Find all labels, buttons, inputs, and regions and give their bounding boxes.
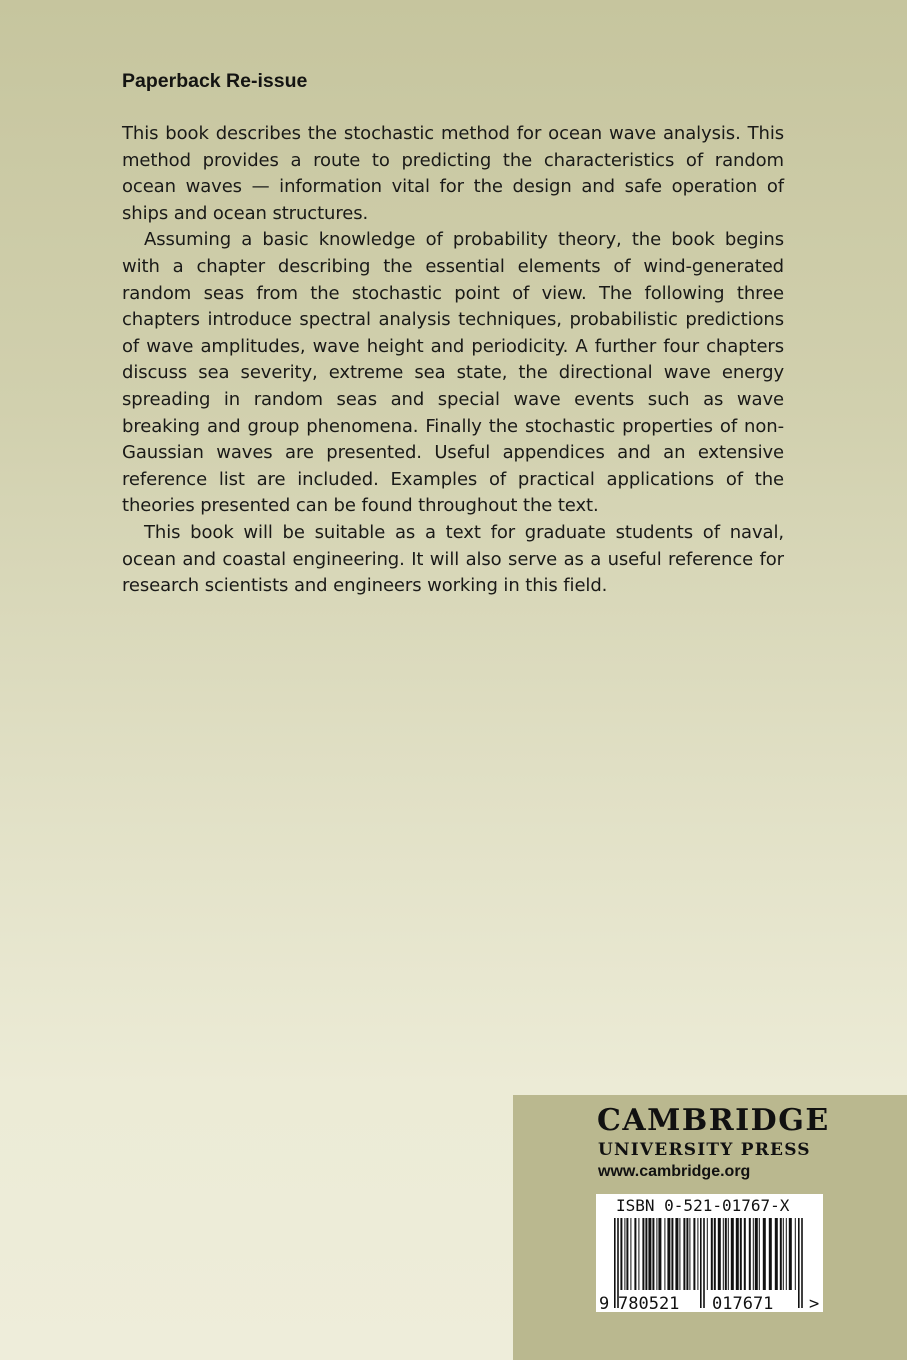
barcode-bar — [723, 1218, 724, 1290]
barcode-bar — [718, 1218, 721, 1290]
barcode-bar — [711, 1218, 713, 1290]
barcode-bar — [664, 1218, 665, 1290]
barcode-bar — [707, 1218, 708, 1290]
barcode-end-mark: > — [809, 1294, 820, 1312]
barcode-bar — [769, 1218, 772, 1290]
barcode-bar — [759, 1218, 760, 1290]
barcode-bar — [740, 1218, 742, 1290]
barcode-bar — [749, 1218, 751, 1290]
barcode-bar — [634, 1218, 636, 1290]
barcode-bar — [775, 1218, 778, 1290]
barcode-bar — [693, 1218, 695, 1290]
barcode-bar — [683, 1218, 685, 1290]
barcode-bar — [736, 1218, 739, 1290]
barcode-bar — [658, 1218, 661, 1290]
publisher-box — [513, 1095, 907, 1360]
barcode-bar — [667, 1218, 670, 1290]
barcode-bar — [780, 1218, 782, 1290]
barcode-digits-right: 017671 — [712, 1294, 774, 1312]
barcode-bar — [744, 1218, 746, 1290]
barcode-bar — [725, 1218, 727, 1290]
publisher-name: CAMBRIDGE — [597, 1103, 830, 1138]
barcode-bar — [801, 1218, 803, 1308]
barcode-bar — [671, 1218, 673, 1290]
publisher-url: www.cambridge.org — [598, 1163, 751, 1180]
publisher-subtitle: UNIVERSITY PRESS — [598, 1140, 811, 1160]
barcode-bar — [648, 1218, 651, 1290]
isbn-barcode-panel — [596, 1194, 823, 1312]
barcode-bar — [624, 1218, 625, 1290]
edition-heading: Paperback Re-issue — [122, 70, 308, 92]
barcode-bar — [689, 1218, 690, 1290]
barcode-bar — [614, 1218, 616, 1308]
barcode-bar — [656, 1218, 657, 1290]
barcode-bar — [645, 1218, 647, 1290]
isbn-label: ISBN 0-521-01767-X — [616, 1196, 790, 1215]
barcode-bar — [626, 1218, 628, 1290]
barcode-bar — [731, 1218, 734, 1290]
barcode-bar — [786, 1218, 787, 1290]
paragraph-audience: This book will be suitable as a text for graduate students of naval, ocean and coastal engineering. It will also serve as a useful reference for research scientists and engineers working in this field. — [122, 521, 784, 597]
barcode-bar — [700, 1218, 702, 1308]
cover-text-block — [122, 66, 784, 600]
barcode-bar — [652, 1218, 654, 1290]
barcode-bar — [714, 1218, 716, 1290]
paragraph-contents: Assuming a basic knowledge of probability theory, the book begins with a chapter describing the essential elements of wind-generated random seas from the stochastic point of view. The following three chapters introduce spectral analysis techniques, probabilistic predictions of wave amplitudes, wave height and periodicity. A further four chapters discuss sea severity, extreme sea state, the directional wave energy spreading in random seas and special wave events such as wave breaking and group phenomena. Finally the stochastic properties of non-Gaussian waves are presented. Useful appendices and an extensive reference list are included. Examples of practical applications of the theories presented can be found throughout the text. — [122, 229, 784, 517]
barcode-bar — [630, 1218, 631, 1290]
barcode-bar — [798, 1218, 800, 1308]
barcode-bar — [620, 1218, 622, 1290]
barcode-digits-left: 780521 — [618, 1294, 680, 1312]
barcode-bar — [755, 1218, 758, 1290]
barcode-bar — [728, 1218, 729, 1290]
barcode-bar — [753, 1218, 754, 1290]
barcode-icon — [596, 1218, 823, 1312]
barcode-bar — [783, 1218, 784, 1290]
paragraph-intro: This book describes the stochastic method for ocean wave analysis. This method provides a route to predicting the characteristics of random ocean waves — information vital for the design and safe operation of ships and ocean structures. — [122, 123, 784, 224]
barcode-bar — [675, 1218, 678, 1290]
barcode-bar — [763, 1218, 766, 1290]
barcode-bar — [697, 1218, 698, 1290]
barcode-bar — [638, 1218, 639, 1290]
barcode-bar — [795, 1218, 796, 1290]
barcode-bar — [789, 1218, 792, 1290]
barcode-first-digit: 9 — [599, 1294, 610, 1312]
barcode-bar — [642, 1218, 644, 1290]
barcode-bar — [679, 1218, 680, 1290]
barcode-bar — [703, 1218, 705, 1308]
barcode-bar — [686, 1218, 688, 1290]
